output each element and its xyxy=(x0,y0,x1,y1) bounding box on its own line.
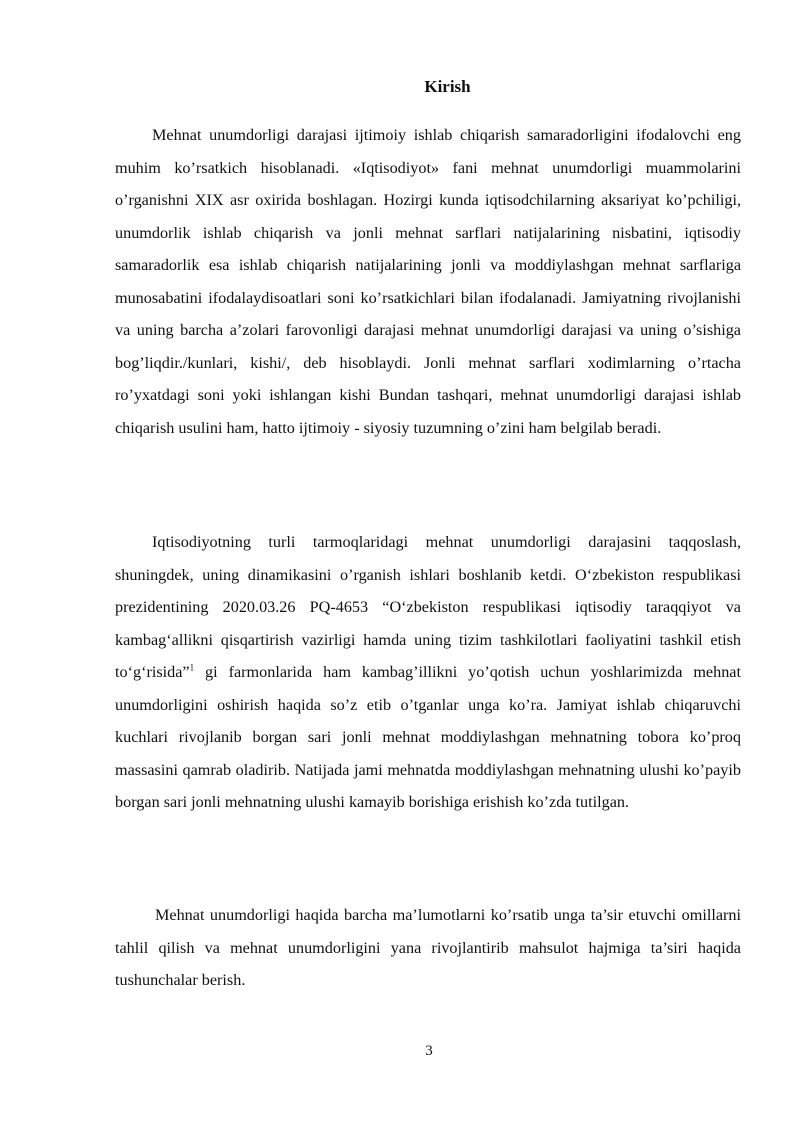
paragraph-2-text xyxy=(115,526,741,819)
paragraph-2-part-1: Iqtisodiyotning turli tarmoqlaridagi mehnat unumdorligi darajasini taqqoslash, shuningdek, uning dinamikasini o’rganish ishlari boshlanib ketdi. O‘zbekiston respublikasi prezidentining 2020.03.26 PQ-4653 “O‘zbekiston respublikasi iqtisodiy taraqqiyot va kambag‘allikni qisqartirish vazirligi hamda uning tizim tashkilotlari faoliyatini tashkil etish to‘g‘risida” xyxy=(115,533,741,681)
footnote-reference[interactable]: 1 xyxy=(189,662,195,673)
paragraph-2 xyxy=(115,526,741,819)
paragraph-3-text: Mehnat unumdorligi haqida barcha ma’lumotlarni ko’rsatib unga ta’sir etuvchi omillarni tahlil qilish va mehnat unumdorligini yana rivojlantirib mahsulot hajmiga ta’siri haqida tushunchalar berish. xyxy=(115,906,741,989)
paragraph-1-text: Mehnat unumdorligi darajasi ijtimoiy ishlab chiqarish samaradorligini ifodalovchi eng muhim ko’rsatkich hisoblanadi. «Iqtisodiyot» fani mehnat unumdorligi muammolarini o’rganishni XIX asr oxirida boshlagan. Hozirgi kunda iqtisodchilarning aksariyat ko’pchiligi, unumdorlik ishlab chiqarish va jonli mehnat sarflari natijalarining nisbatini, iqtisodiy samaradorlik esa ishlab chiqarish natijalarining jonli va moddiylashgan mehnat sarflariga munosabatini ifodalaydisoatlari soni ko’rsatkichlari bilan ifodalanadi. Jamiyatning rivojlanishi va uning barcha a’zolari farovonligi darajasi mehnat unumdorligi darajasi va uning o’sishiga bog’liqdir./kunlari, kishi/, deb hisoblaydi. Jonli mehnat sarflari xodimlarning o’rtacha ro’yxatdagi soni yoki ishlangan kishi Bundan tashqari, mehnat unumdorligi darajasi ishlab chiqarish usulini ham, hatto ijtimoiy - siyosiy tuzumning o’zini ham belgilab beradi. xyxy=(115,126,741,437)
paragraph-1 xyxy=(115,119,741,444)
page-number: 3 xyxy=(425,1043,433,1059)
paragraph-2-part-2: gi farmonlarida ham kambag’illikni yo’qotish uchun yoshlarimizda mehnat unumdorligini oshirish haqida so’z etib o’tganlar unga ko’ra. Jamiyat ishlab chiqaruvchi kuchlari rivojlanib borgan sari jonli mehnat moddiylashgan mehnatning tobora ko’proq massasini qamrab oladirib. Natijada jami mehnatda moddiylashgan mehnatning ulushi ko’payib borgan sari jonli mehnatning ulushi kamayib borishiga erishish ko’zda tutilgan. xyxy=(115,663,741,811)
section-title: Kirish xyxy=(424,77,471,96)
paragraph-3 xyxy=(115,899,741,997)
